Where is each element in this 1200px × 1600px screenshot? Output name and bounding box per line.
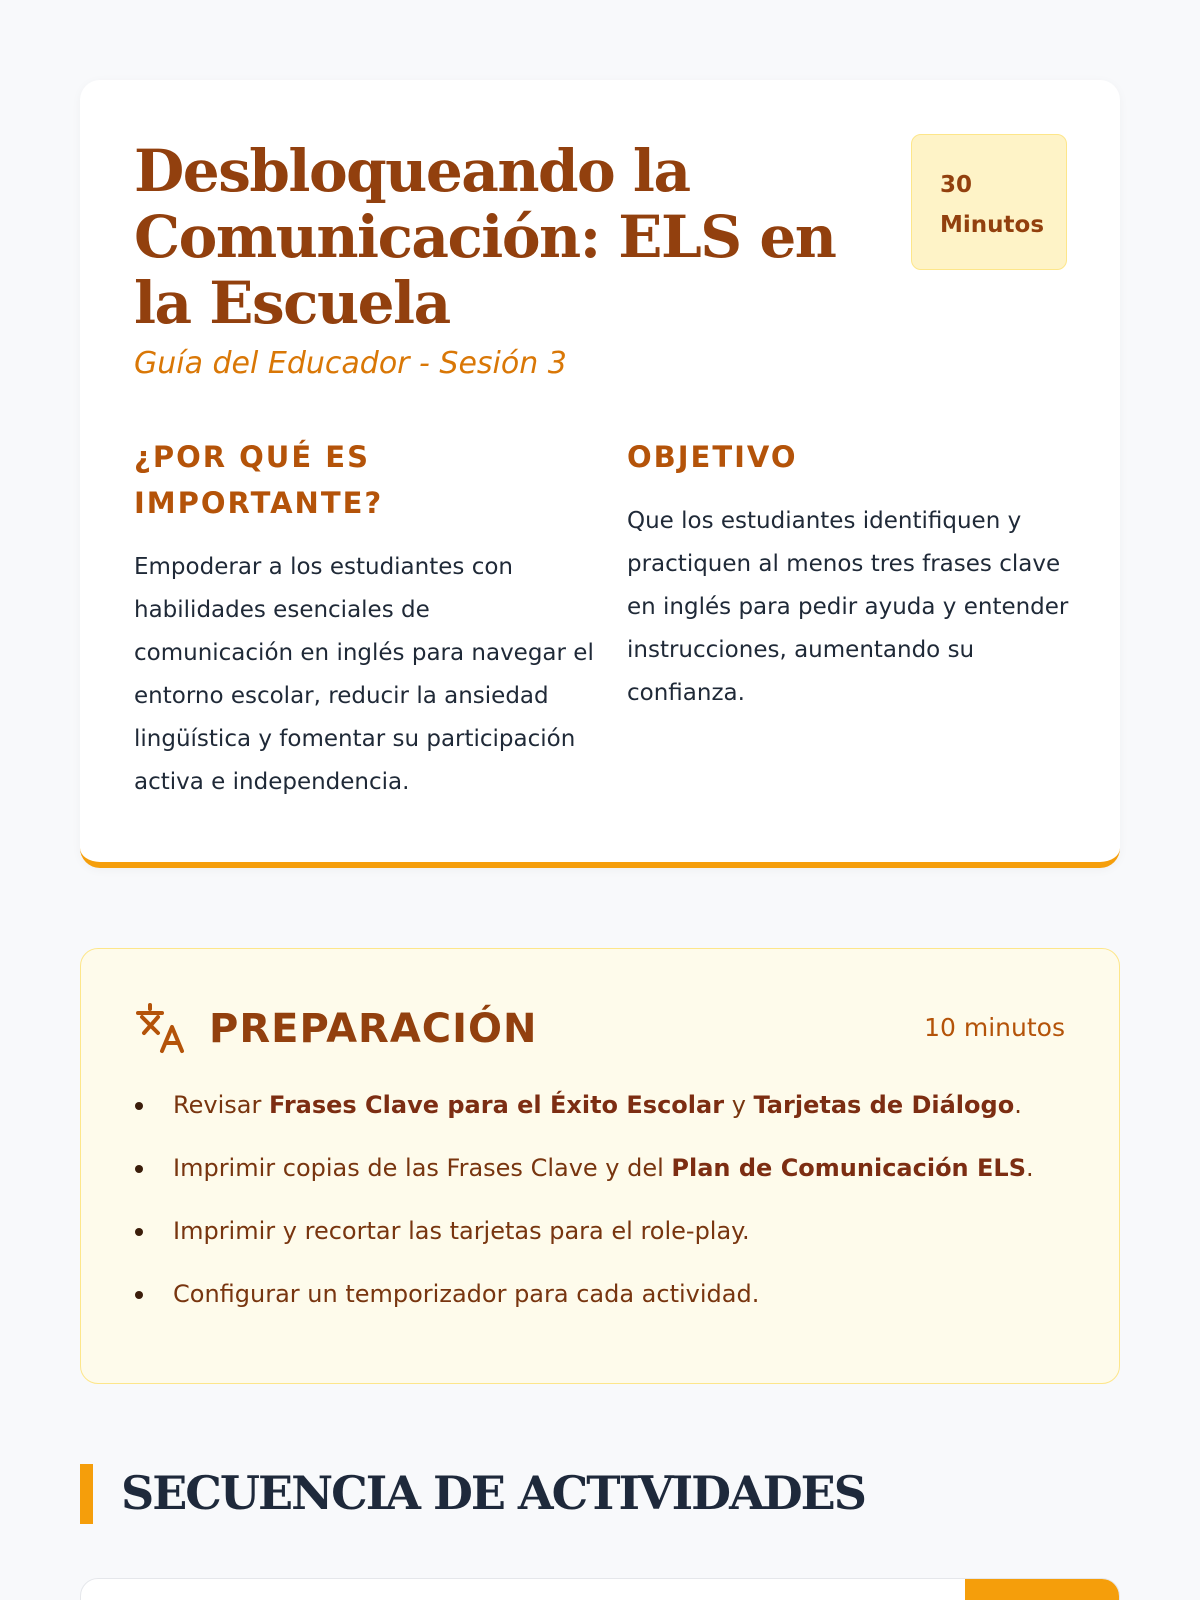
section-accent-bar [80,1464,93,1524]
activity-card [80,1578,1120,1600]
preparation-list [135,1087,1065,1339]
page-subtitle: Guía del Educador - Sesión 3 [134,346,567,381]
list-item: Imprimir copias de las Frases Clave y del Plan de Comunicación ELS. [135,1150,1065,1213]
duration-number: 30 [940,172,973,198]
list-item: Configurar un temporizador para cada actividad. [135,1276,1065,1339]
why-important-heading: ¿POR QUÉ ES IMPORTANTE? [134,440,384,520]
duration-unit: Minutos [940,212,1045,238]
preparation-card [80,948,1120,1384]
list-item: Revisar Frases Clave para el Éxito Escolar y Tarjetas de Diálogo. [135,1087,1065,1150]
activity-card-tab [965,1579,1119,1600]
objective-text: Que los estudiantes identifiquen y practiquen al menos tres frases clave en inglés para pedir ayuda y entender instrucciones, aumentando su confianza. [627,508,1069,706]
activities-section-title: SECUENCIA DE ACTIVIDADES [121,1466,865,1520]
page-title: Desbloqueando la Comunicación: ELS en la Escuela [134,137,836,337]
why-important-text: Empoderar a los estudiantes con habilidades esenciales de comunicación en inglés para navegar el entorno escolar, reducir la ansiedad lingüística y fomentar su participación activa e independencia. [134,554,594,795]
translate-icon [135,1003,187,1055]
list-item: Imprimir y recortar las tarjetas para el role-play. [135,1213,1065,1276]
objective-heading: OBJETIVO [627,440,798,474]
session-overview-card [80,80,1120,868]
duration-badge [911,134,1067,270]
preparation-time: 10 minutos [924,1013,1065,1042]
preparation-title: PREPARACIÓN [209,1006,538,1052]
